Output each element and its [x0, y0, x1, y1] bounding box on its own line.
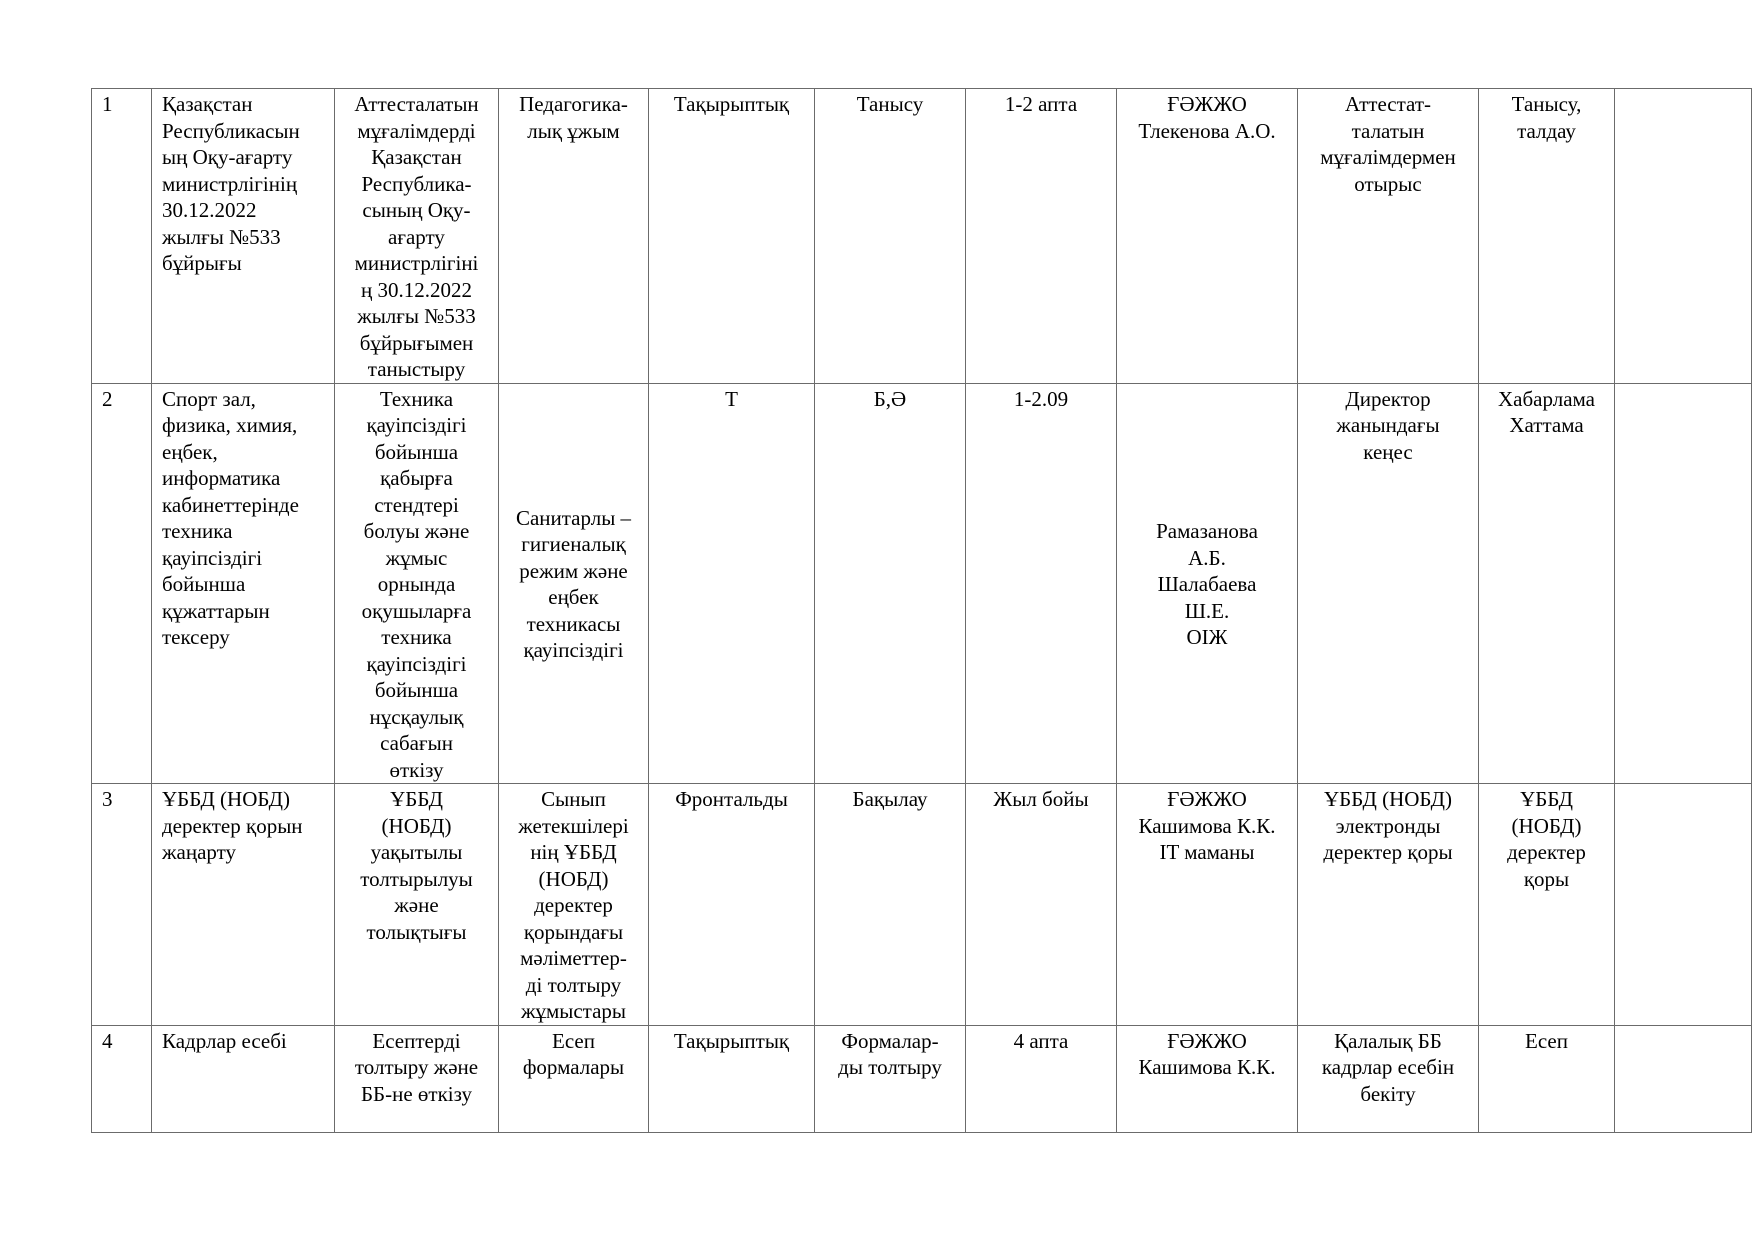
- result-cell: Танысу, талдау: [1479, 89, 1615, 384]
- note-cell: [1615, 1025, 1752, 1132]
- control-object-cell: Сынып жетекшілері нің ҰББД (НОБД) деректер қорындағы мәліметтер- ді толтыру жұмыстары: [499, 784, 649, 1026]
- table-row: [92, 784, 1752, 1026]
- control-method-cell: Бақылау: [815, 784, 966, 1026]
- responsible-cell: ҒӘЖЖО Кашимова К.К.: [1117, 1025, 1298, 1132]
- control-type-cell: Тақырыптық: [649, 1025, 815, 1132]
- control-method-cell: Танысу: [815, 89, 966, 384]
- control-type-cell: Т: [649, 383, 815, 784]
- table-row: [92, 1025, 1752, 1132]
- control-goal-cell: Техника қауіпсіздігі бойынша қабырға стендтері болуы және жұмыс орнында оқушыларға техника қауіпсіздігі бойынша нұсқаулық сабағын өткізу: [335, 383, 499, 784]
- responsible-cell: ҒӘЖЖО Тлекенова А.О.: [1117, 89, 1298, 384]
- control-content-cell: Қазақстан Республикасын ың Оқу-ағарту министрлігінің 30.12.2022 жылғы №533 бұйрығы: [152, 89, 335, 384]
- period-cell: 1-2 апта: [966, 89, 1117, 384]
- note-cell: [1615, 784, 1752, 1026]
- control-goal-cell: Аттесталатын мұғалімдерді Қазақстан Республика- сының Оқу- ағарту министрлігіні ң 30.12.2022 жылғы №533 бұйрығымен таныстыру: [335, 89, 499, 384]
- review-venue-cell: ҰББД (НОБД) электронды деректер қоры: [1298, 784, 1479, 1026]
- control-type-cell: Фронтальды: [649, 784, 815, 1026]
- control-content-cell: Спорт зал, физика, химия, еңбек, информатика кабинеттерінде техника қауіпсіздігі бойынша құжаттарын тексеру: [152, 383, 335, 784]
- row-number: 4: [92, 1025, 152, 1132]
- control-method-cell: Формалар- ды толтыру: [815, 1025, 966, 1132]
- control-content-cell: Кадрлар есебі: [152, 1025, 335, 1132]
- control-plan-table: [91, 88, 1752, 1133]
- control-goal-cell: ҰББД (НОБД) уақытылы толтырылуы және толықтығы: [335, 784, 499, 1026]
- note-cell: [1615, 383, 1752, 784]
- row-number: 2: [92, 383, 152, 784]
- control-method-cell: Б,Ә: [815, 383, 966, 784]
- responsible-cell: Рамазанова А.Б. Шалабаева Ш.Е. ОІЖ: [1117, 383, 1298, 784]
- period-cell: Жыл бойы: [966, 784, 1117, 1026]
- review-venue-cell: Директор жанындағы кеңес: [1298, 383, 1479, 784]
- table-row: [92, 383, 1752, 784]
- result-cell: Хабарлама Хаттама: [1479, 383, 1615, 784]
- control-object-cell: Есеп формалары: [499, 1025, 649, 1132]
- note-cell: [1615, 89, 1752, 384]
- period-cell: 4 апта: [966, 1025, 1117, 1132]
- review-venue-cell: Аттестат- талатын мұғалімдермен отырыс: [1298, 89, 1479, 384]
- responsible-cell: ҒӘЖЖО Кашимова К.К. IT маманы: [1117, 784, 1298, 1026]
- control-content-cell: ҰББД (НОБД) деректер қорын жаңарту: [152, 784, 335, 1026]
- row-number: 1: [92, 89, 152, 384]
- result-cell: ҰББД (НОБД) деректер қоры: [1479, 784, 1615, 1026]
- review-venue-cell: Қалалық ББ кадрлар есебін бекіту: [1298, 1025, 1479, 1132]
- period-cell: 1-2.09: [966, 383, 1117, 784]
- control-type-cell: Тақырыптық: [649, 89, 815, 384]
- control-object-cell: Санитарлы – гигиеналық режим және еңбек техникасы қауіпсіздігі: [499, 383, 649, 784]
- table-row: [92, 89, 1752, 384]
- result-cell: Есеп: [1479, 1025, 1615, 1132]
- row-number: 3: [92, 784, 152, 1026]
- control-object-cell: Педагогика- лық ұжым: [499, 89, 649, 384]
- control-goal-cell: Есептерді толтыру және ББ-не өткізу: [335, 1025, 499, 1132]
